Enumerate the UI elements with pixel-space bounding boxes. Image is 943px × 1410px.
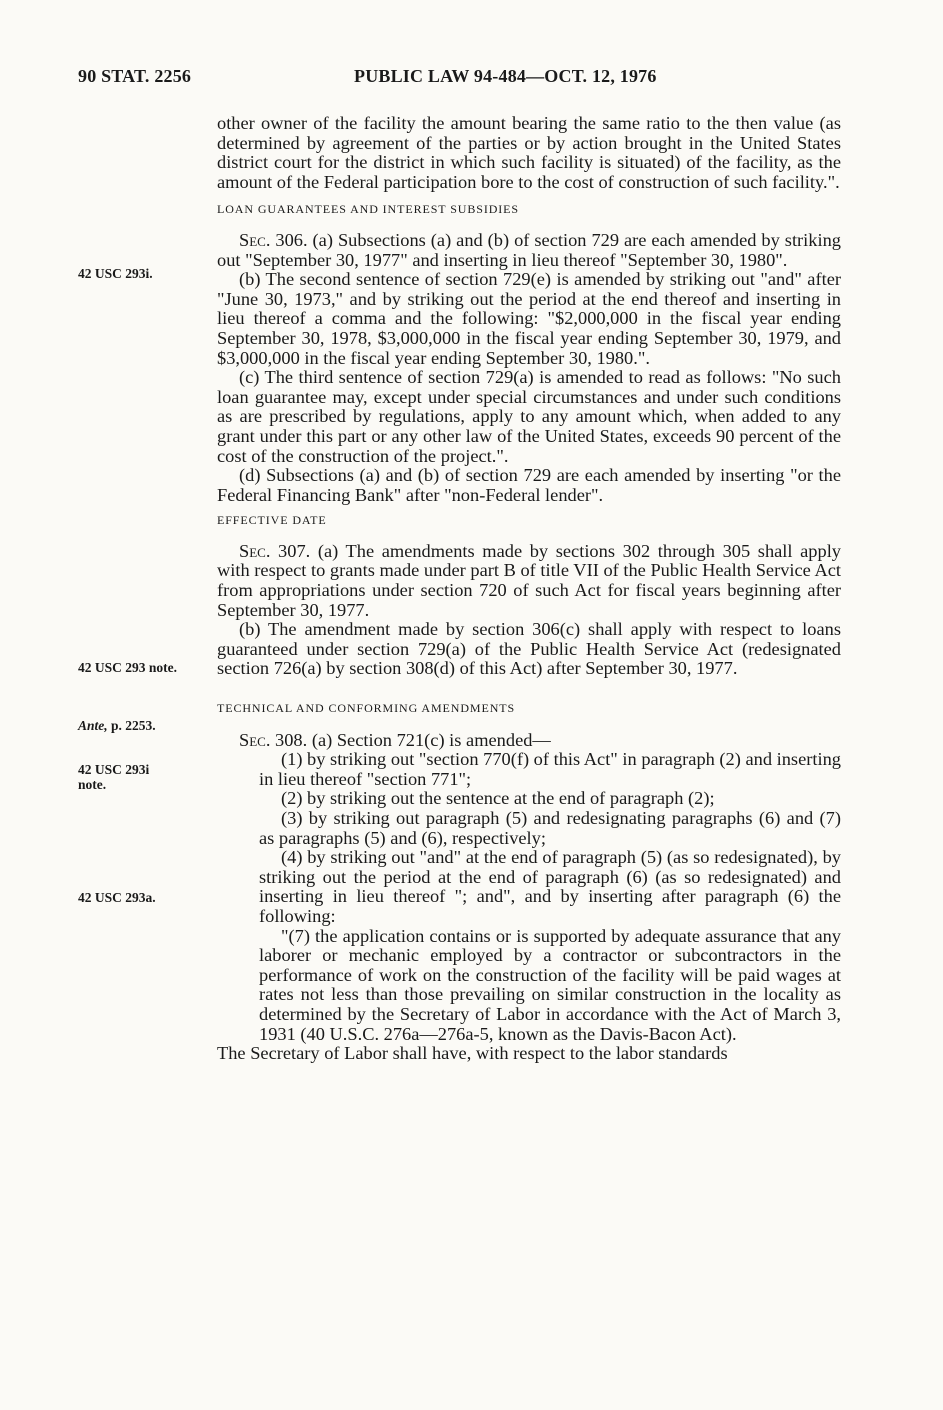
margin-note-ante-page: p. 2253. (107, 718, 156, 733)
section-label: Sec. (239, 729, 271, 750)
sec-306-a-text: 306. (a) Subsections (a) and (b) of section 729 are each amended by striking out "September 30, 1977" and inserting in lieu thereof "September 30, 1980". (217, 229, 841, 270)
paragraph-sec-307-a (217, 542, 841, 620)
list-item-4: (4) by striking out "and" at the end of paragraph (5) (as so redesignated), by striking out the period at the end of paragraph (6) (as so redesignated) and inserting in lieu thereof "; and", and by inserting after paragraph (6) the following: (259, 847, 841, 926)
sec-307-a-text: 307. (a) The amendments made by sections 302 through 305 shall apply with respect to grants made under part B of title VII of the Public Health Service Act from appropriations under section 720 of such Act for fiscal years beginning after September 30, 1977. (217, 540, 841, 620)
margin-note-line-1: 42 USC 293i (78, 762, 150, 777)
list-item-2: (2) by striking out the sentence at the end of paragraph (2); (281, 788, 715, 809)
paragraph-sec-306-c: (c) The third sentence of section 729(a) is amended to read as follows: "No such loan guarantee may, except under special circumstances and under such conditions as are prescribed by regulations, apply to any amount which, when added to any grant under this part or any other law of the United States, exceeds 90 percent of the cost of the construction of the project.". (217, 367, 841, 466)
paragraph-sec-308-a (217, 731, 841, 751)
paragraph-sec-306-a (217, 231, 841, 270)
margin-note-ante-italic: Ante, (78, 718, 108, 733)
margin-note-usc-293i-note (78, 762, 208, 792)
section-label: Sec. (239, 229, 271, 250)
margin-note-ante (78, 718, 208, 733)
stat-page-number: 90 STAT. 2256 (78, 66, 192, 86)
quoted-paragraph-7: "(7) the application contains or is supported by adequate assurance that any laborer or mechanic employed by a contractor or subcontractors in the performance of work on the construction of the facility will be paid wages at rates not less than those prevailing on similar construction in the locality as determined by the Secretary of Labor in accordance with the Act of March 3, 1931 (40 U.S.C. 276a—276a-5, known as the Davis-Bacon Act). (259, 925, 841, 1044)
heading-effective-date: EFFECTIVE DATE (217, 513, 327, 528)
list-item-1: (1) by striking out "section 770(f) of this Act" in paragraph (2) and inserting in lieu thereof "section 771"; (259, 749, 841, 789)
text-column (217, 114, 841, 1064)
sec-308-a-text: 308. (a) Section 721(c) is amended— (270, 729, 551, 750)
heading-technical-amendments: TECHNICAL AND CONFORMING AMENDMENTS (217, 701, 516, 716)
paragraph-intro: other owner of the facility the amount bearing the same ratio to the then value (as determined by agreement of the parties or by action brought in the United States district court for the district in which such facility is situated) of the facility, as the amount of the Federal participation bore to the cost of construction of such facility.". (217, 113, 841, 192)
margin-note-usc-293i: 42 USC 293i. (78, 266, 153, 281)
margin-note-line-2: note. (78, 777, 107, 792)
heading-loan-guarantees: LOAN GUARANTEES AND INTEREST SUBSIDIES (217, 202, 519, 217)
running-header: PUBLIC LAW 94-484—OCT. 12, 1976 (354, 66, 657, 86)
paragraph-continuation: The Secretary of Labor shall have, with respect to the labor standards (217, 1043, 728, 1064)
margin-note-usc-293-note: 42 USC 293 note. (78, 660, 178, 675)
margin-note-usc-293a: 42 USC 293a. (78, 890, 156, 905)
list-item-3: (3) by striking out paragraph (5) and redesignating paragraphs (6) and (7) as paragraphs (5) and (6), respectively; (259, 808, 841, 848)
section-label: Sec. (239, 540, 271, 561)
paragraph-sec-307-b: (b) The amendment made by section 306(c) shall apply with respect to loans guaranteed under section 729(a) of the Public Health Service Act (redesignated section 726(a) by section 308(d) of this Act) after September 30, 1977. (217, 619, 841, 679)
paragraph-sec-306-d: (d) Subsections (a) and (b) of section 729 are each amended by inserting "or the Federal Financing Bank" after "non-Federal lender". (217, 465, 841, 505)
paragraph-sec-306-b: (b) The second sentence of section 729(e) is amended by striking out "and" after "June 30, 1973," and by striking out the period at the end thereof and inserting in lieu thereof a comma and the following: "$2,000,000 in the fiscal year ending September 30, 1978, $3,000,000 in the fiscal year ending September 30, 1979, and $3,000,000 in the fiscal year ending September 30, 1980.". (217, 269, 841, 368)
